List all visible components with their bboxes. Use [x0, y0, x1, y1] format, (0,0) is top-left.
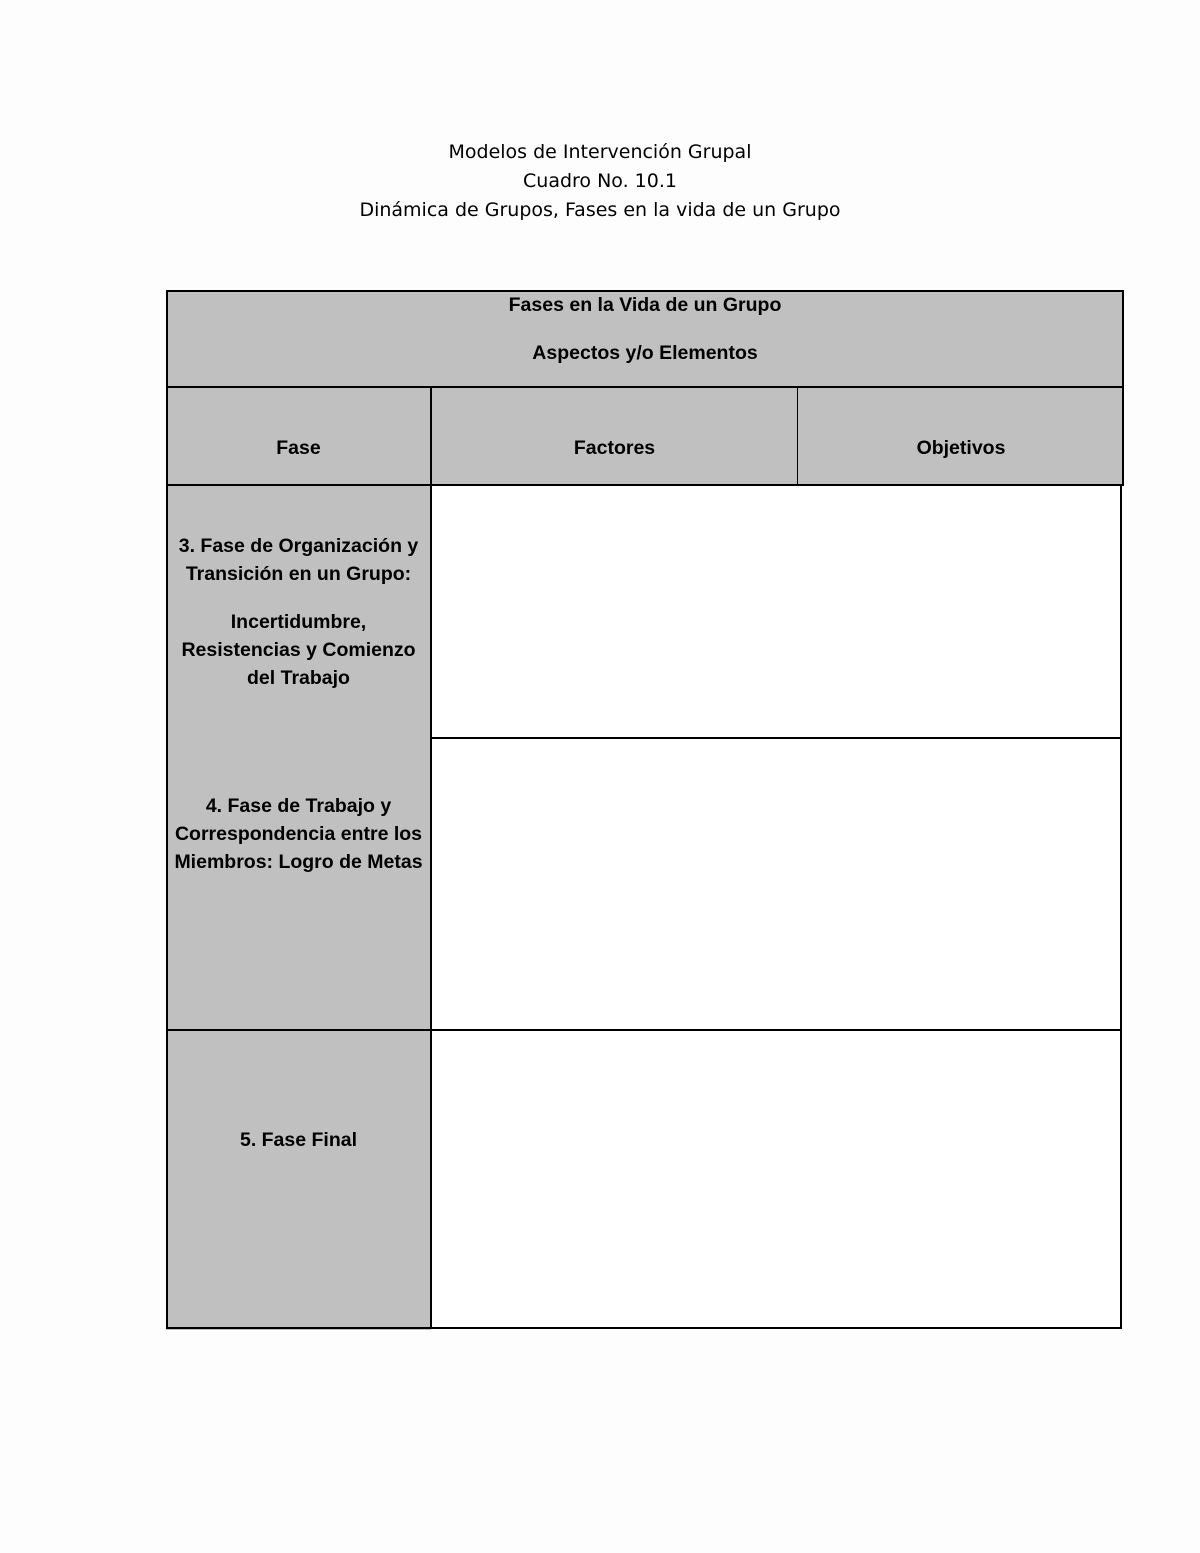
phase-4-title: 4. Fase de Trabajo y Correspondencia entre los Miembros: Logro de Metas	[174, 795, 423, 873]
phase-cell-organizacion	[166, 485, 431, 737]
table-border-right-header	[1122, 290, 1124, 486]
table-rule-row-4	[166, 1029, 1122, 1031]
table-banner-title: Fases en la Vida de un Grupo	[508, 294, 782, 316]
column-header-factores	[431, 388, 798, 485]
phase-cell-trabajo	[166, 737, 431, 1030]
table-rule-banner	[166, 386, 1124, 388]
document-header	[0, 138, 1200, 225]
content-cell-final	[431, 1030, 1122, 1329]
document-title: Modelos de Intervención Grupal	[448, 141, 752, 163]
column-header-objetivos	[798, 388, 1124, 485]
column-header-fase	[166, 388, 431, 485]
table-rule-header	[166, 484, 1124, 486]
column-header-fase-label: Fase	[276, 437, 321, 459]
phase-3-detail: Incertidumbre, Resistencias y Comienzo del Trabajo	[181, 611, 416, 689]
table-rule-phase-column	[430, 386, 432, 1329]
phase-3-title: 3. Fase de Organización y Transición en un Grupo:	[178, 535, 419, 585]
phase-cell-final	[166, 1030, 431, 1330]
content-cell-trabajo	[431, 738, 1122, 1030]
table-border-left	[166, 290, 168, 1329]
column-header-factores-label: Factores	[573, 437, 656, 459]
table-banner	[166, 290, 1124, 388]
table-banner-subtitle: Aspectos y/o Elementos	[532, 342, 758, 364]
content-cell-organizacion	[431, 485, 1122, 738]
document-subtitle: Cuadro No. 10.1	[523, 170, 677, 192]
phases-table	[166, 290, 1124, 1330]
phase-5-title: 5. Fase Final	[239, 1129, 358, 1151]
document-caption: Dinámica de Grupos, Fases en la vida de un Grupo	[359, 199, 841, 221]
table-border-bottom	[166, 1327, 1122, 1329]
table-border-top	[166, 290, 1124, 292]
table-border-right-body	[1120, 484, 1122, 1329]
column-header-objetivos-label: Objetivos	[916, 437, 1006, 459]
table-rule-row-3	[431, 737, 1122, 739]
table-rule-factores-objetivos	[797, 386, 798, 485]
